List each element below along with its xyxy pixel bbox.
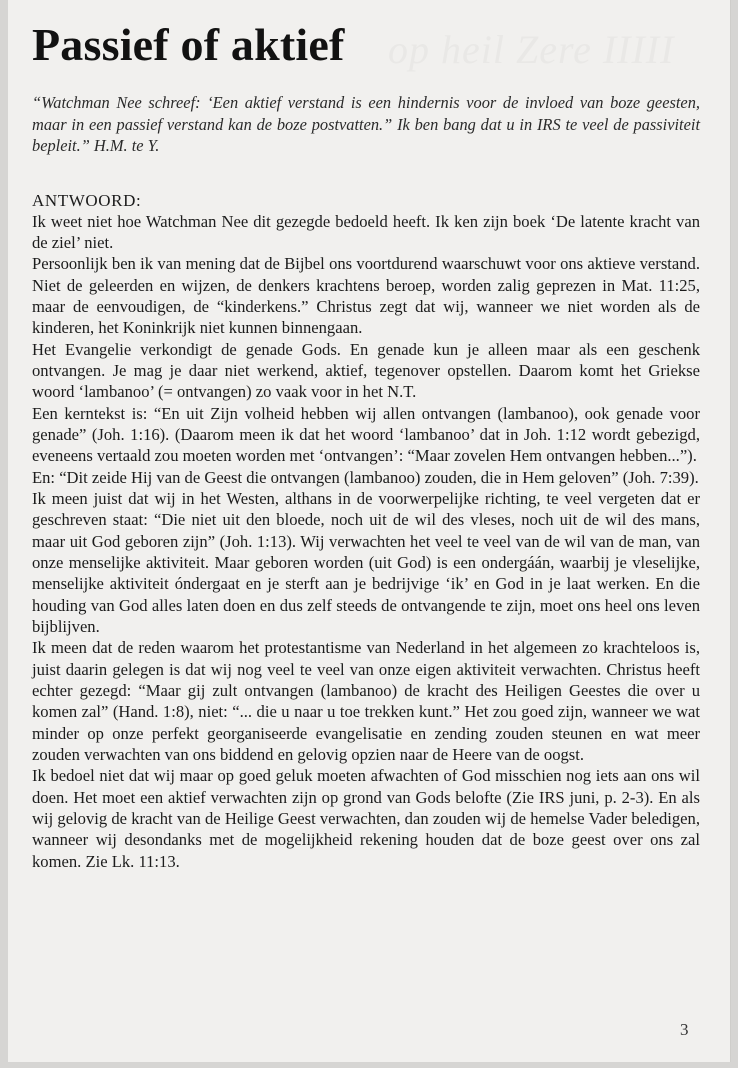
paragraph: Ik meen dat de reden waarom het protestantisme van Nederland in het algemeen zo krachteloos is, juist daarin gelegen is dat wij nog veel te veel van onze eigen aktiviteit verwachten. Christus heeft echter gezegd: “Maar gij zult ontvangen (lambanoo) de kracht des Heiligen Geestes die over u komen zal” (Hand. 1:8), niet: “... die u naar u toe trekken kunt.” Het zou goed zijn, wanneer we wat minder op onze perfekt georganiseerde evangelisatie en zending zouden steunen en wat meer zouden verwachten van ons biddend en gelovig opzien naar de Heere van de oogst. — [32, 638, 700, 765]
paragraph: Persoonlijk ben ik van mening dat de Bijbel ons voortdurend waarschuwt voor ons aktieve verstand. Niet de geleerden en wijzen, de denkers krachtens beroep, worden zalig geprezen in Mat. 11:25, maar de eenvoudigen, de “kinderkens.” Christus zegt dat wij, wanneer we niet worden als de kinderen, het Koninkrijk niet kunnen binnengaan. — [32, 254, 700, 338]
paragraph: Ik weet niet hoe Watchman Nee dit gezegde bedoeld heeft. Ik ken zijn boek ‘De latente kracht van de ziel’ niet. — [32, 211, 700, 252]
paragraph: Ik bedoel niet dat wij maar op goed geluk moeten afwachten of God misschien nog iets aan ons wil doen. Het moet een aktief verwachten zijn op grond van Gods belofte (Zie IRS juni, p. 2-3). En als wij gelovig de kracht van de Heilige Geest verwachten, dan zouden wij de hemelse Vader beledigen, wanneer wij desondanks met de mogelijkheid rekening houden dat de boze geest over ons zal komen. Zie Lk. 11:13. — [32, 766, 700, 871]
article — [32, 14, 700, 872]
paragraph: Ik meen juist dat wij in het Westen, althans in de voorwerpelijke richting, te veel vergeten dat er geschreven staat: “Die niet uit den bloede, noch uit de wil des vleses, noch uit de wil des mans, maar uit God geboren zijn” (Joh. 1:13). Wij verwachten het veel te veel van de wil van de man, van onze menselijke aktiviteit. Maar geboren worden (uit God) is een ondergáán, waarbij je vleselijke, menselijke aktiviteit óndergaat en je sterft aan je bedrijvige ‘ik’ en God in je laat werken. En die houding van God alles laten doen en dus zelf steeds de ontvangende te zijn, moet ons heel ons leven bijblijven. — [32, 488, 700, 637]
answer-heading: ANTWOORD: — [32, 190, 142, 210]
page-number: 3 — [680, 1020, 689, 1039]
paragraph: Een kerntekst is: “En uit Zijn volheid hebben wij allen ontvangen (lambanoo), ook genade voor genade” (Joh. 1:16). (Daarom meen ik dat het woord ‘lambanoo’ dat in Joh. 1:12 wordt gebezigd, eveneens vertaald zou moeten worden met ‘ontvangen’: “Maar zovelen Hem ontvangen hebben...”). — [32, 403, 700, 466]
answer-body — [32, 211, 700, 873]
paragraph: En: “Dit zeide Hij van de Geest die ontvangen (lambanoo) zouden, die in Hem geloven” (Joh. 7:39). — [32, 467, 699, 487]
page — [8, 0, 730, 1062]
reader-question: “Watchman Nee schreef: ‘Een aktief verstand is een hindernis voor de invloed van boze geesten, maar in een passief verstand kan de boze postvatten.” Ik ben bang dat u in IRS te veel de passiviteit bepleit.” H.M. te Y. — [32, 93, 700, 155]
article-title: Passief of aktief — [32, 19, 345, 70]
paragraph: Het Evangelie verkondigt de genade Gods. En genade kun je alleen maar als een geschenk ontvangen. Je mag je daar niet werkend, aktief, tegenover opstellen. Daarom komt het Griekse woord ‘lambanoo’ (= ontvangen) zo vaak voor in het N.T. — [32, 339, 700, 402]
show-through-text: op heil Zere IIIII — [388, 27, 675, 72]
